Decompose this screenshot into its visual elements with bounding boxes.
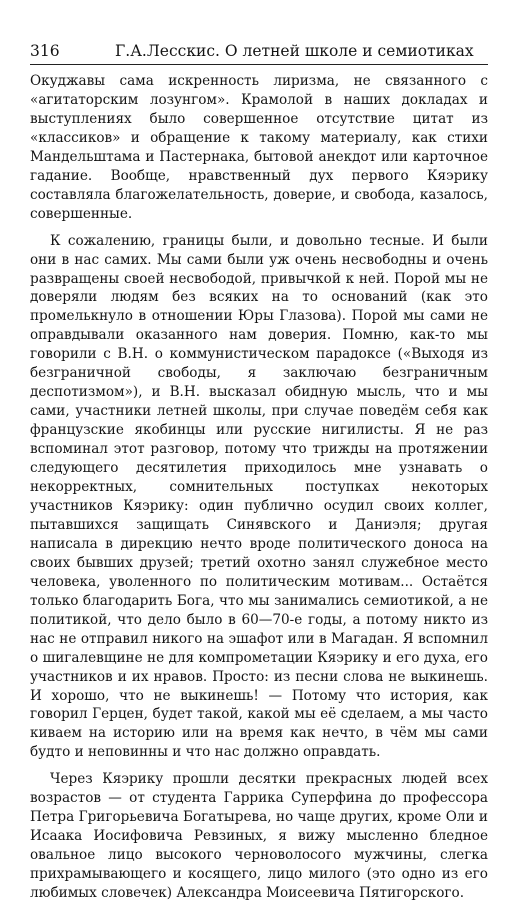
- body-text: [30, 72, 488, 903]
- paragraph-1: Окуджавы сама искренность лиризма, не связанного с «агитаторским лозунгом». Крамолой в наших докладах и выступлениях было совершенное отсутствие цитат из «классиков» и обращение к такому материалу, как стихи Мандельштама и Пастернака, бытовой анекдот или карточное гадание. Вообще, нравственный дух первого Кяэрику составляла благожелательность, доверие, и свобода, казалось, совершенные.: [30, 73, 488, 222]
- paragraph-2: К сожалению, границы были, и довольно тесные. И были они в нас самих. Мы сами были уж очень несвободны и очень развращены своей несвободой, привычкой к ней. Порой мы не доверяли людям без всяких на то оснований (как это промелькнуло в отношении Юры Глазова). Порой мы сами не оправдывали оказанного нам доверия. Помню, как-то мы говорили с В.Н. о коммунистическом парадоксе («Выходя из безграничной свободы, я заключаю безграничным деспотизмом»), и В.Н. высказал обидную мысль, что и мы сами, участники летней школы, при случае поведём себя как французские якобинцы или русские нигилисты. Я не раз вспоминал этот разговор, потому что трижды на протяжении следующего десятилетия приходилось мне узнавать о некорректных, сомнительных поступках некоторых участников Кяэрику: один публично осудил своих коллег, пытавшихся защищать Синявского и Даниэля; другая написала в дирекцию нечто вроде политического доноса на своих бывших друзей; третий охотно занял служебное место человека, уволенного по политическим мотивам... Остаётся только благодарить Бога, что мы занимались семиотикой, а не политикой, что дело было в 60—70-е годы, а потому никто из нас не отправил никого на эшафот или в Магадан. Я вспомнил о шигалевщине не для компрометации Кяэрику и его духа, его участников и их нравов. Просто: из песни слова не выкинешь. И хорошо, что не выкинешь! — Потому что история, как говорил Герцен, будет такой, какой мы её сделаем, а мы часто киваем на историю или на время как нечто, в чём мы сами будто и неповинны и что нас должно оправдать.: [30, 232, 488, 761]
- page-number: 316: [30, 42, 60, 60]
- paragraph-3: Через Кяэрику прошли десятки прекрасных людей всех возрастов — от студента Гаррика Суперфина до профессора Петра Григорьевича Богатырева, но чаще других, кроме Оли и Исаака Иосифовича Ревзиных, я вижу мысленно бледное овальное лицо высокого черноволосого мужчины, слегка прихрамывающего и косящего, лицо милого (это одно из его любимых словечек) Александра Моисеевича Пятигорского.: [30, 771, 488, 902]
- running-title: Г.А.Лесскис. О летней школе и семиотиках: [115, 42, 474, 60]
- page-header: [30, 40, 488, 65]
